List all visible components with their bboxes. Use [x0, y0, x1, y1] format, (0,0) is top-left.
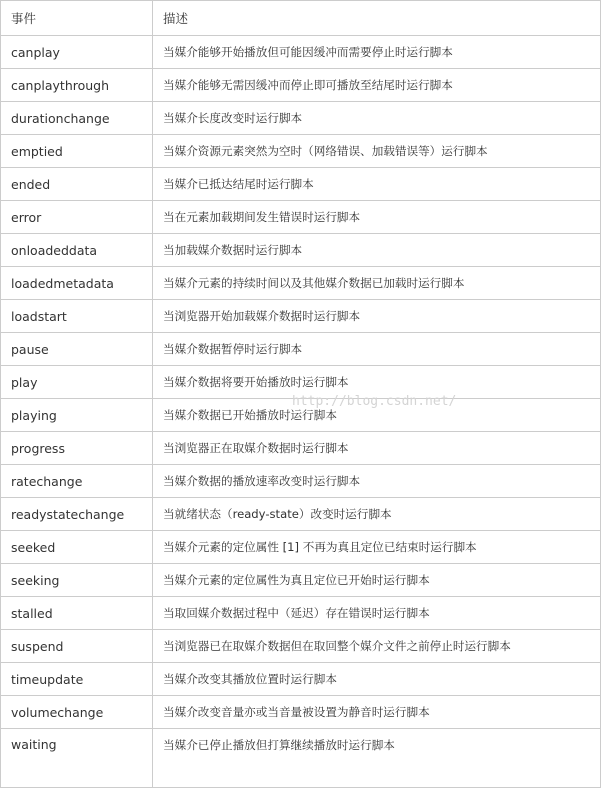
- header-event: 事件: [1, 1, 153, 36]
- table-row: [1, 201, 601, 234]
- watermark-text: http://blog.csdn.net/: [292, 394, 457, 409]
- event-description-cell: 当媒介已抵达结尾时运行脚本: [153, 168, 601, 201]
- table-header-row: [1, 1, 601, 36]
- table-row: [1, 69, 601, 102]
- event-name-cell: stalled: [1, 597, 153, 630]
- table-row: [1, 696, 601, 729]
- event-name-cell: readystatechange: [1, 498, 153, 531]
- event-description-cell: 当媒介改变音量亦或当音量被设置为静音时运行脚本: [153, 696, 601, 729]
- event-name-cell: ended: [1, 168, 153, 201]
- table-row: [1, 597, 601, 630]
- event-description-cell: 当媒介数据已开始播放时运行脚本: [153, 399, 601, 432]
- event-name-cell: canplaythrough: [1, 69, 153, 102]
- table-row: [1, 300, 601, 333]
- event-description-cell: 当媒介能够开始播放但可能因缓冲而需要停止时运行脚本: [153, 36, 601, 69]
- event-description-cell: 当媒介改变其播放位置时运行脚本: [153, 663, 601, 696]
- table-row: [1, 267, 601, 300]
- event-description-cell: 当媒介能够无需因缓冲而停止即可播放至结尾时运行脚本: [153, 69, 601, 102]
- event-description-cell: 当在元素加载期间发生错误时运行脚本: [153, 201, 601, 234]
- event-name-cell: emptied: [1, 135, 153, 168]
- table-row: [1, 663, 601, 696]
- table-row: [1, 366, 601, 399]
- event-description-cell: 当媒介元素的定位属性为真且定位已开始时运行脚本: [153, 564, 601, 597]
- event-name-cell: durationchange: [1, 102, 153, 135]
- event-name-cell: ratechange: [1, 465, 153, 498]
- table-row: [1, 564, 601, 597]
- event-description-cell: 当媒介数据暂停时运行脚本: [153, 333, 601, 366]
- table-row: [1, 102, 601, 135]
- event-description-cell: 当浏览器开始加载媒介数据时运行脚本: [153, 300, 601, 333]
- event-name-cell: volumechange: [1, 696, 153, 729]
- event-name-cell: play: [1, 366, 153, 399]
- event-name-cell: seeked: [1, 531, 153, 564]
- event-description-cell: 当媒介元素的定位属性 [1] 不再为真且定位已结束时运行脚本: [153, 531, 601, 564]
- table-row: [1, 234, 601, 267]
- event-description-cell: 当媒介元素的持续时间以及其他媒介数据已加载时运行脚本: [153, 267, 601, 300]
- event-name-cell: timeupdate: [1, 663, 153, 696]
- event-name-cell: error: [1, 201, 153, 234]
- event-description-cell: 当浏览器已在取媒介数据但在取回整个媒介文件之前停止时运行脚本: [153, 630, 601, 663]
- table-row: [1, 36, 601, 69]
- event-description-cell: 当媒介数据的播放速率改变时运行脚本: [153, 465, 601, 498]
- table-row: [1, 465, 601, 498]
- table-row: [1, 168, 601, 201]
- table-row: [1, 333, 601, 366]
- event-name-cell: suspend: [1, 630, 153, 663]
- event-name-cell: onloadeddata: [1, 234, 153, 267]
- event-name-cell: loadedmetadata: [1, 267, 153, 300]
- event-name-cell: loadstart: [1, 300, 153, 333]
- event-name-cell: waiting: [1, 729, 153, 788]
- event-name-cell: playing: [1, 399, 153, 432]
- event-name-cell: seeking: [1, 564, 153, 597]
- event-description-cell: 当浏览器正在取媒介数据时运行脚本: [153, 432, 601, 465]
- event-name-cell: pause: [1, 333, 153, 366]
- table-row: [1, 498, 601, 531]
- header-description: 描述: [153, 1, 601, 36]
- event-description-cell: 当媒介长度改变时运行脚本: [153, 102, 601, 135]
- event-description-cell: 当媒介已停止播放但打算继续播放时运行脚本: [153, 729, 601, 788]
- table-row: [1, 729, 601, 788]
- table-row: [1, 432, 601, 465]
- event-name-cell: progress: [1, 432, 153, 465]
- table-row: [1, 531, 601, 564]
- event-description-cell: 当取回媒介数据过程中（延迟）存在错误时运行脚本: [153, 597, 601, 630]
- event-description-cell: 当加载媒介数据时运行脚本: [153, 234, 601, 267]
- table-row: [1, 399, 601, 432]
- event-name-cell: canplay: [1, 36, 153, 69]
- event-description-cell: 当媒介数据将要开始播放时运行脚本: [153, 366, 601, 399]
- event-description-cell: 当媒介资源元素突然为空时（网络错误、加载错误等）运行脚本: [153, 135, 601, 168]
- event-description-cell: 当就绪状态（ready-state）改变时运行脚本: [153, 498, 601, 531]
- table-row: [1, 630, 601, 663]
- table-row: [1, 135, 601, 168]
